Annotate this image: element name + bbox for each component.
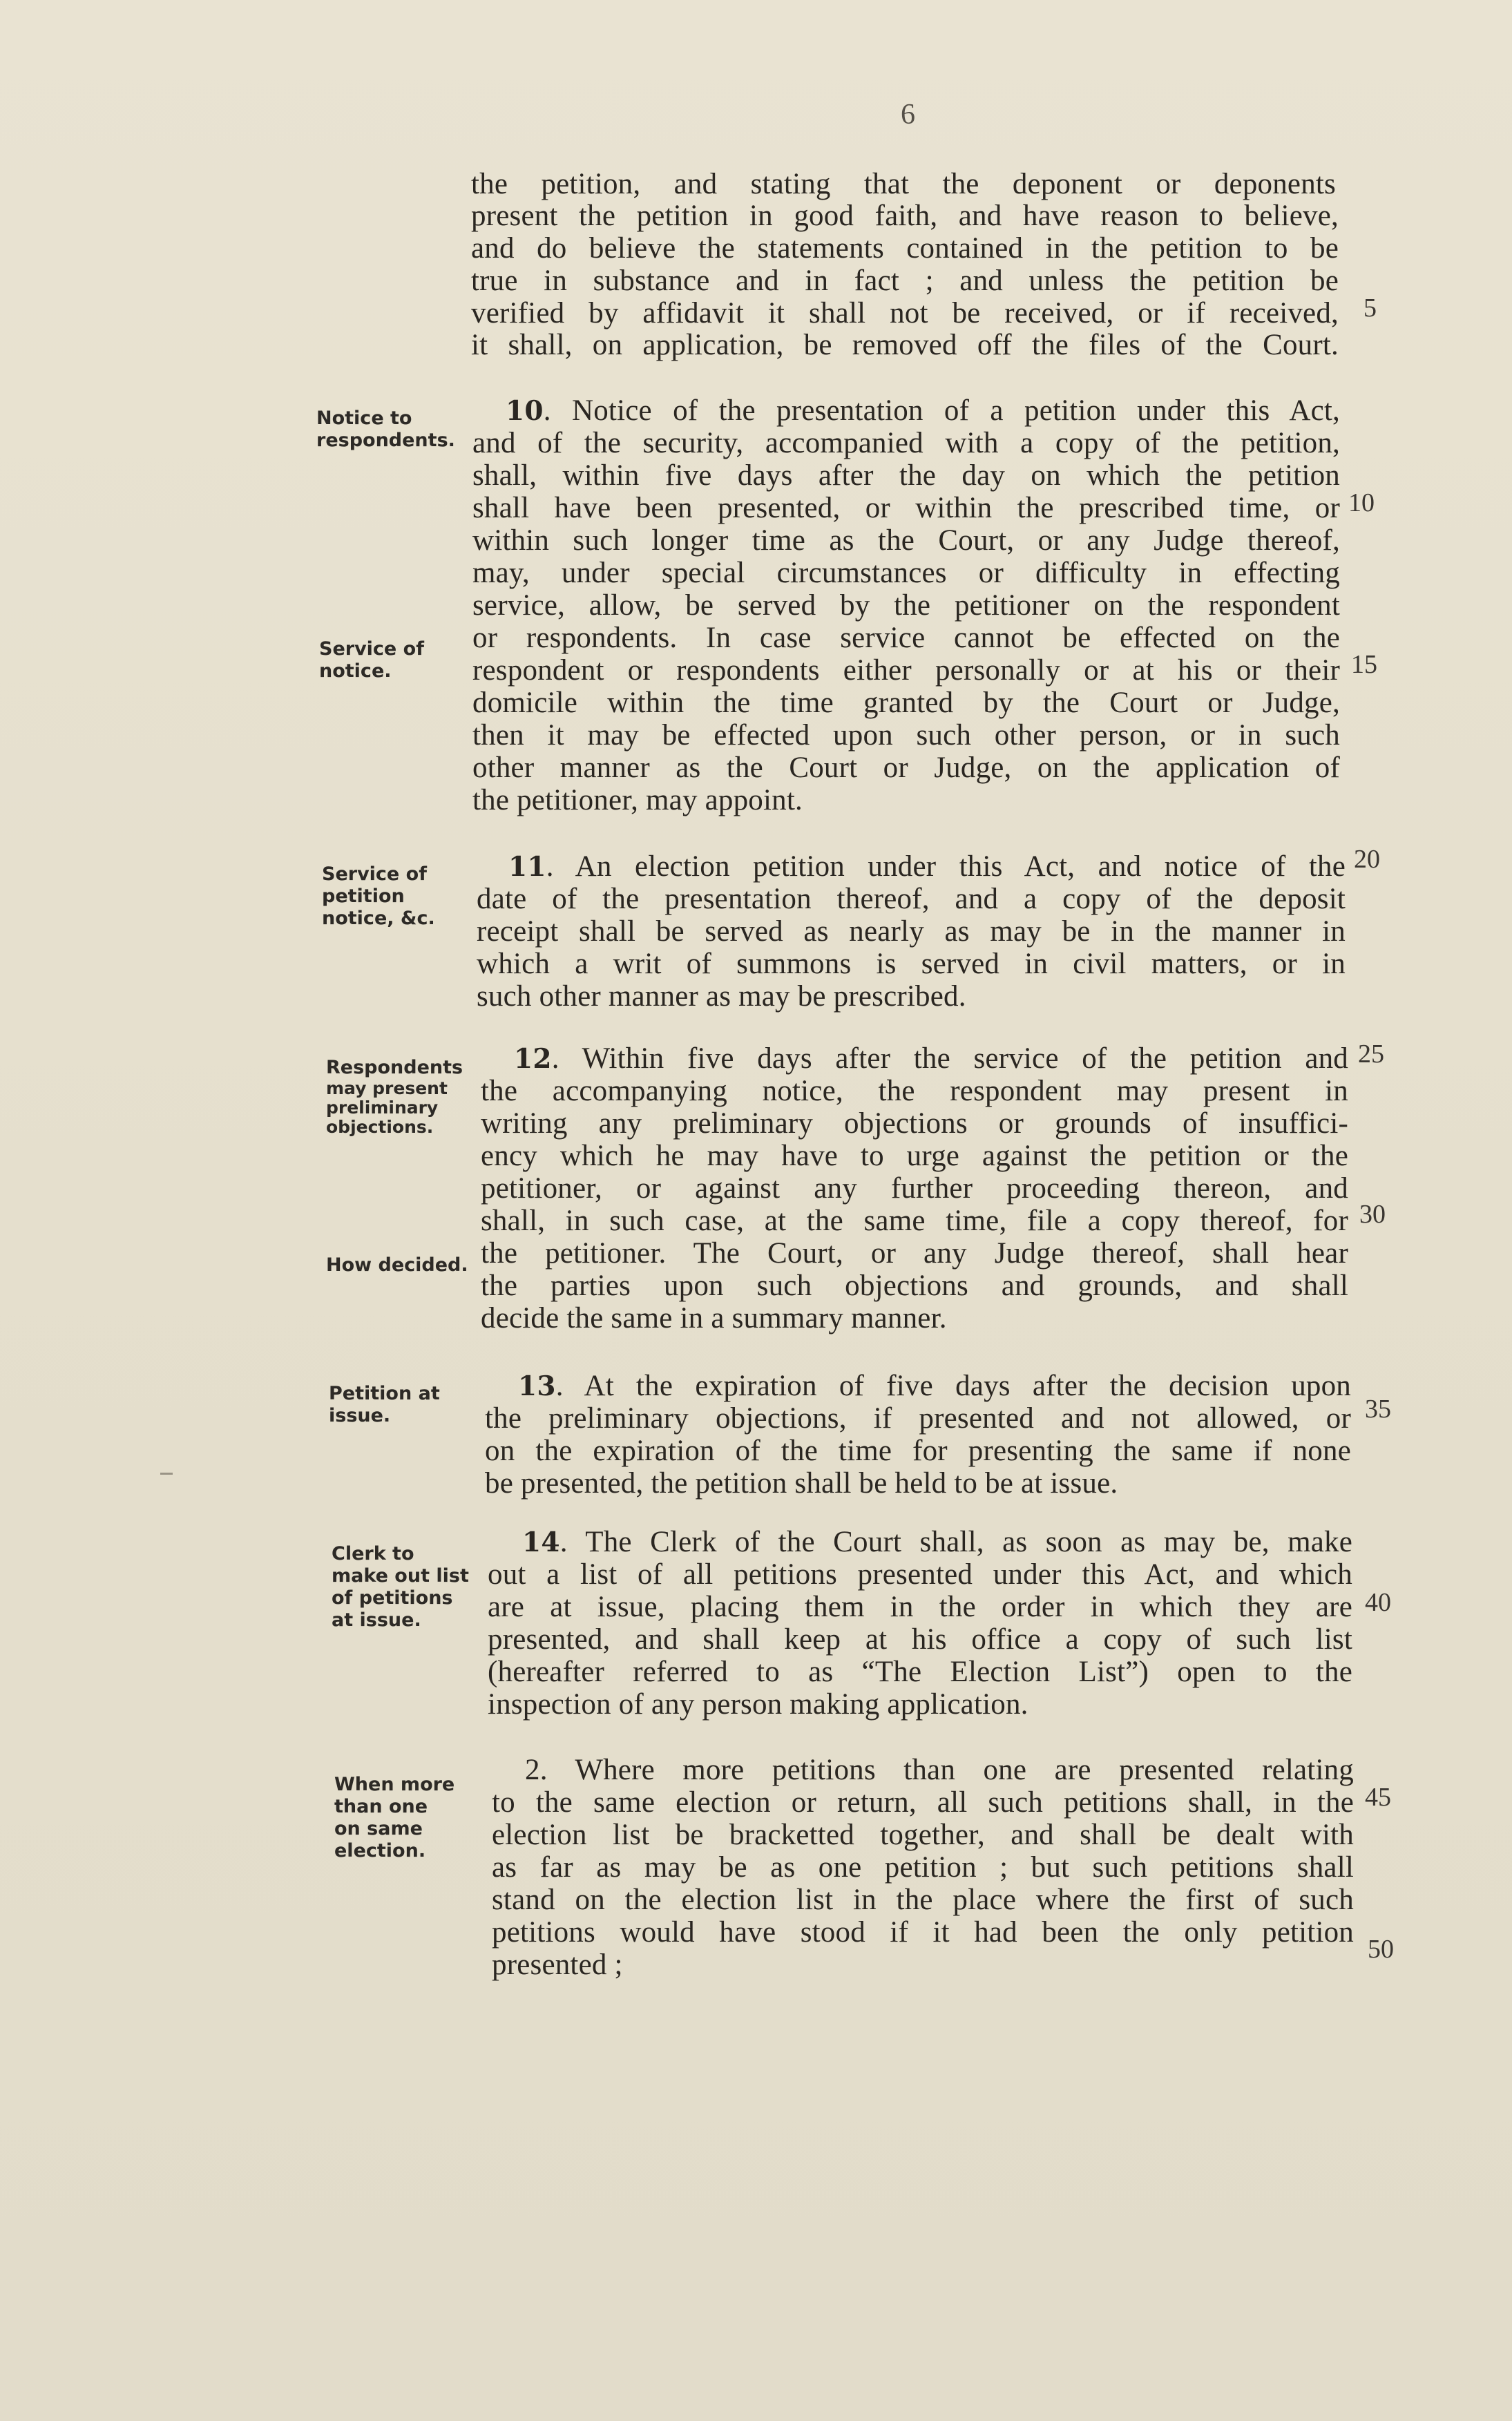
- text-line: which a writ of summons is served in civil matters, or in: [477, 948, 1346, 980]
- line-number: 50: [1368, 1935, 1394, 1964]
- line-number: 10: [1348, 488, 1375, 517]
- side-note-preliminary-objections: [326, 1057, 463, 1137]
- text-line: 14. The Clerk of the Court shall, as soon as may be, make: [522, 1526, 1353, 1558]
- side-note-line: Notice to: [316, 408, 412, 429]
- text-line: 12. Within five days after the service of the petition and: [514, 1042, 1348, 1075]
- text-line: presented ;: [492, 1949, 623, 1981]
- text-line: 2. Where more petitions than one are presented relating: [525, 1754, 1354, 1786]
- text-line: the accompanying notice, the respondent may present in: [481, 1075, 1348, 1107]
- text-line: true in substance and in fact ; and unless the petition be: [471, 265, 1339, 297]
- section-text: The Clerk of the Court shall, as soon as may be, make: [585, 1526, 1353, 1558]
- text-line: (hereafter referred to as “The Election List”) open to the: [488, 1656, 1352, 1688]
- text-line: the petitioner, may appoint.: [472, 784, 803, 816]
- text-line: petitions would have stood if it had been the only petition: [492, 1916, 1354, 1949]
- side-note-line: Service of: [322, 863, 427, 885]
- text-line: or respondents. In case service cannot be effected on the: [472, 622, 1340, 654]
- side-note-line: Clerk to: [332, 1543, 414, 1564]
- text-line: out a list of all petitions presented under this Act, and which: [488, 1558, 1352, 1591]
- line-number: 40: [1365, 1588, 1391, 1617]
- line-number: 20: [1354, 845, 1380, 874]
- side-note-line: on same: [334, 1818, 423, 1839]
- side-note-line: When more: [334, 1774, 455, 1795]
- line-number: 5: [1363, 294, 1377, 323]
- text-line: it shall, on application, be removed off the files of the Court.: [471, 329, 1339, 361]
- text-line: the preliminary objections, if presented and not allowed, or: [485, 1402, 1351, 1435]
- text-line: inspection of any person making application.: [488, 1688, 1028, 1721]
- side-note-line: make out list: [332, 1565, 469, 1587]
- side-note-line: Petition at: [329, 1383, 440, 1404]
- side-note-line: Respondents: [326, 1057, 463, 1078]
- text-line: such other manner as may be prescribed.: [477, 980, 966, 1013]
- side-note-line: Service of: [319, 638, 424, 660]
- text-line: 11. An election petition under this Act, and notice of the: [508, 850, 1346, 883]
- section-number: 14: [522, 1527, 560, 1558]
- margin-mark: [160, 1473, 173, 1475]
- text-line: writing any preliminary objections or grounds of insuffici-: [481, 1107, 1348, 1140]
- side-note-line: objections.: [326, 1117, 434, 1137]
- page-number: 6: [901, 99, 915, 131]
- text-line: and of the security, accompanied with a copy of the petition,: [472, 427, 1340, 459]
- subsection-text: Where more petitions than one are presented relating: [575, 1754, 1354, 1786]
- text-line: are at issue, placing them in the order in which they are: [488, 1591, 1352, 1623]
- text-line: and do believe the statements contained in the petition to be: [471, 232, 1339, 265]
- side-note-clerk-list: [332, 1543, 469, 1631]
- text-line: the petition, and stating that the deponent or deponents: [471, 168, 1336, 200]
- text-line: presented, and shall keep at his office a copy of such list: [488, 1623, 1352, 1656]
- text-line: receipt shall be served as nearly as may be in the manner in: [477, 915, 1346, 948]
- line-number: 15: [1351, 650, 1377, 679]
- side-note-line: election.: [334, 1840, 426, 1862]
- side-note-service-of-notice: [319, 638, 424, 682]
- text-line: election list be bracketted together, and shall be dealt with: [492, 1819, 1354, 1851]
- text-line: other manner as the Court or Judge, on the application of: [472, 752, 1340, 784]
- text-line: petitioner, or against any further proceeding thereon, and: [481, 1172, 1348, 1205]
- section-number: 11: [508, 851, 546, 883]
- text-line: within such longer time as the Court, or any Judge thereof,: [472, 524, 1340, 557]
- side-note-line: notice.: [319, 660, 392, 682]
- text-line: shall, in such case, at the same time, file a copy thereof, for: [481, 1205, 1348, 1237]
- side-note-line: at issue.: [332, 1609, 421, 1631]
- side-note-service-of-petition: [322, 863, 435, 930]
- side-note-when-more-than-one: [334, 1774, 454, 1862]
- side-note-line: petition: [322, 886, 405, 907]
- line-number: 25: [1358, 1040, 1384, 1069]
- text-line: the parties upon such objections and grounds, and shall: [481, 1270, 1348, 1302]
- section-text: At the expiration of five days after the decision upon: [584, 1370, 1351, 1402]
- side-note-line: than one: [334, 1796, 428, 1817]
- text-line: domicile within the time granted by the Court or Judge,: [472, 687, 1340, 719]
- side-note-line: notice, &c.: [322, 908, 435, 929]
- text-line: may, under special circumstances or difficulty in effecting: [472, 557, 1340, 589]
- section-text: An election petition under this Act, and notice of the: [575, 850, 1346, 883]
- text-line: stand on the election list in the place where the first of such: [492, 1884, 1354, 1916]
- text-line: service, allow, be served by the petitioner on the respondent: [472, 589, 1340, 622]
- line-number: 30: [1359, 1200, 1386, 1229]
- text-line: shall, within five days after the day on which the petition: [472, 459, 1340, 492]
- text-line: on the expiration of the time for presenting the same if none: [485, 1435, 1351, 1467]
- section-number: 10: [506, 395, 544, 427]
- text-line: 10. Notice of the presentation of a petition under this Act,: [506, 394, 1341, 427]
- text-line: to the same election or return, all such petitions shall, in the: [492, 1786, 1354, 1819]
- section-number: 12: [514, 1043, 552, 1075]
- line-number: 35: [1365, 1395, 1391, 1424]
- side-note-line: How decided.: [326, 1254, 468, 1276]
- text-line: verified by affidavit it shall not be received, or if received,: [471, 297, 1339, 329]
- text-line: then it may be effected upon such other person, or in such: [472, 719, 1340, 752]
- text-line: decide the same in a summary manner.: [481, 1302, 947, 1334]
- line-number: 45: [1365, 1783, 1391, 1812]
- section-text: Within five days after the service of the petition and: [582, 1042, 1348, 1075]
- side-note-line: respondents.: [316, 430, 455, 451]
- text-line: 13. At the expiration of five days after the decision upon: [518, 1370, 1351, 1402]
- text-line: ency which he may have to urge against the petition or the: [481, 1140, 1348, 1172]
- side-note-line: may present: [326, 1078, 448, 1098]
- text-line: as far as may be as one petition ; but such petitions shall: [492, 1851, 1354, 1884]
- subsection-number: 2: [525, 1754, 540, 1786]
- side-note-how-decided: [326, 1254, 468, 1276]
- section-number: 13: [518, 1370, 556, 1402]
- text-line: the petitioner. The Court, or any Judge thereof, shall hear: [481, 1237, 1348, 1270]
- text-line: shall have been presented, or within the prescribed time, or: [472, 492, 1340, 524]
- side-note-line: preliminary: [326, 1098, 439, 1118]
- side-note-line: of petitions: [332, 1587, 453, 1609]
- side-note-notice-to-respondents: [316, 408, 455, 452]
- text-line: respondent or respondents either personally or at his or their: [472, 654, 1340, 687]
- section-text: Notice of the presentation of a petition under this Act,: [571, 394, 1341, 427]
- side-note-line: issue.: [329, 1405, 391, 1426]
- text-line: present the petition in good faith, and have reason to believe,: [471, 200, 1339, 232]
- text-line: be presented, the petition shall be held to be at issue.: [485, 1467, 1118, 1500]
- text-line: date of the presentation thereof, and a copy of the deposit: [477, 883, 1346, 915]
- side-note-petition-at-issue: [329, 1383, 440, 1427]
